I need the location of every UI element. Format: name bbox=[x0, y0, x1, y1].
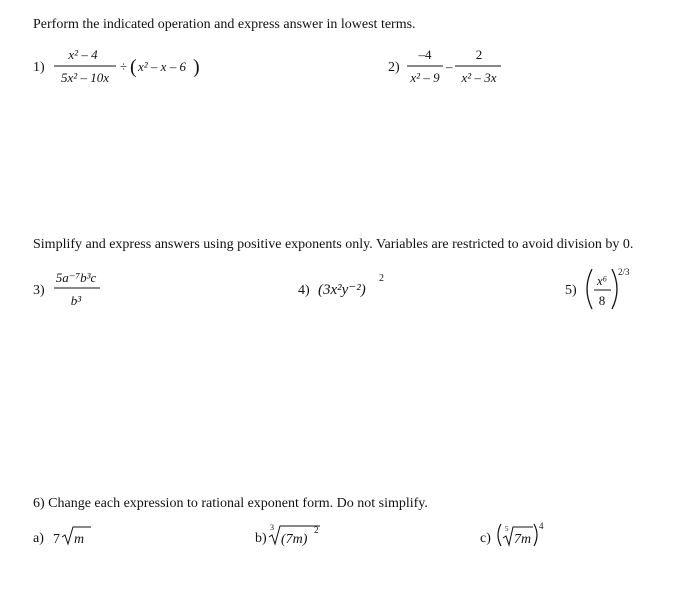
problem-3-denominator: b³ bbox=[70, 293, 82, 308]
problem-2-operator: – bbox=[446, 59, 453, 74]
problem-6c-exponent: 4 bbox=[539, 521, 544, 531]
instruction-1: Perform the indicated operation and express answer in lowest terms. bbox=[33, 17, 416, 32]
problem-1-trinomial: x² – x – 6 bbox=[138, 59, 186, 74]
problem-1-numerator: x² – 4 bbox=[68, 47, 98, 62]
problem-4-expression bbox=[318, 270, 388, 306]
problem-6c-right-paren bbox=[534, 524, 537, 546]
instruction-3: 6) Change each expression to rational exponent form. Do not simplify. bbox=[33, 496, 428, 511]
problem-4-base: (3x²y⁻²) bbox=[318, 282, 366, 298]
problem-2-denominator-1: x² – 9 bbox=[410, 70, 440, 85]
problem-1-operator: ÷ bbox=[120, 59, 128, 74]
problem-6c-expression bbox=[495, 518, 555, 552]
problem-4-number: 4) bbox=[298, 283, 310, 298]
problem-4-exponent: 2 bbox=[379, 273, 384, 284]
problem-6b-expression bbox=[268, 520, 328, 550]
instruction-2: Simplify and express answers using positive exponents only. Variables are restricted to avoid division by 0. bbox=[33, 237, 634, 252]
problem-3-number: 3) bbox=[33, 283, 45, 298]
problem-6a-coefficient: 7 bbox=[53, 532, 60, 547]
problem-5-number: 5) bbox=[565, 283, 577, 298]
problem-1-number: 1) bbox=[33, 60, 45, 75]
problem-1-left-paren: ( bbox=[130, 56, 137, 78]
problem-6b-label: b) bbox=[255, 531, 267, 546]
problem-1-right-paren: ) bbox=[193, 56, 200, 78]
problem-5-expression bbox=[582, 263, 642, 315]
problem-2-denominator-2: x² – 3x bbox=[461, 70, 497, 85]
problem-6b-exponent: 2 bbox=[314, 525, 319, 535]
problem-6c-radicand: 7m bbox=[514, 532, 532, 547]
problem-6c-index: 5 bbox=[505, 525, 509, 533]
problem-3-expression bbox=[52, 266, 112, 312]
problem-6c-left-paren bbox=[498, 524, 501, 546]
problem-2-number: 2) bbox=[388, 60, 400, 75]
problem-5-numerator: x⁶ bbox=[596, 273, 608, 288]
problem-3-numerator: 5a⁻⁷b³c bbox=[55, 270, 97, 285]
problem-6a-label: a) bbox=[33, 531, 44, 546]
problem-6c-label: c) bbox=[480, 531, 491, 546]
problem-1-expression bbox=[50, 44, 210, 90]
problem-2-expression bbox=[405, 44, 515, 90]
problem-5-left-paren bbox=[587, 269, 592, 309]
problem-5-right-paren bbox=[612, 269, 617, 309]
problem-6a-radicand: m bbox=[74, 532, 85, 547]
problem-6b-radicand: (7m) bbox=[281, 532, 308, 547]
problem-5-denominator: 8 bbox=[598, 293, 606, 308]
problem-1-denominator: 5x² – 10x bbox=[61, 70, 109, 85]
problem-2-numerator-2: 2 bbox=[475, 47, 483, 62]
problem-6a-expression bbox=[53, 524, 93, 550]
problem-6b-index: 3 bbox=[270, 523, 274, 532]
problem-5-exponent: 2/3 bbox=[618, 267, 630, 277]
problem-2-numerator-1: –4 bbox=[418, 47, 432, 62]
